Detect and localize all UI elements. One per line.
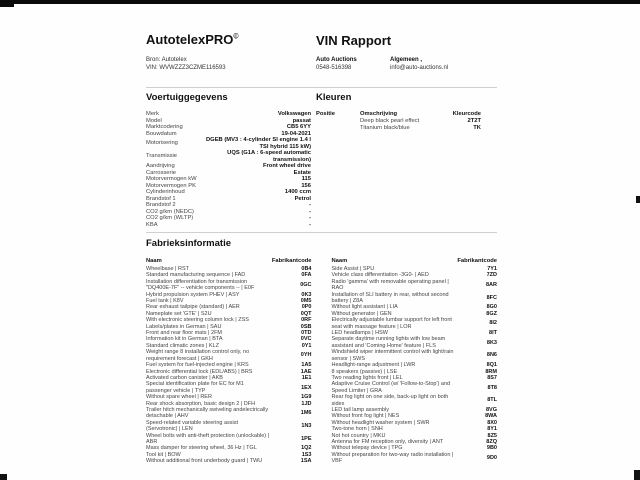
factory-option-code: 0Y1 bbox=[301, 342, 312, 349]
contact-block bbox=[390, 56, 448, 72]
factory-option-name: Weight range 8 installation control only, no requirement forecast | GKH bbox=[146, 349, 250, 362]
scan-artifact-bottom-left bbox=[0, 474, 7, 480]
company-phone: 0548-516398 bbox=[316, 65, 352, 71]
factory-option-name: Without preparation for two-way radio installation | VBF bbox=[331, 451, 454, 465]
factory-option-name: Side Assist | SPU bbox=[331, 266, 375, 272]
scan-artifact-top bbox=[0, 0, 640, 4]
factory-section bbox=[146, 238, 497, 465]
factory-option-name: Tool kit | BOW bbox=[146, 451, 181, 458]
contact-email: info@auto-auctions.nl bbox=[390, 65, 449, 71]
factory-option-code: 8TL bbox=[487, 397, 497, 404]
spec-value: 115 bbox=[301, 176, 311, 182]
spec-value: - bbox=[309, 202, 311, 208]
spec-value: Petrol bbox=[294, 195, 311, 202]
spec-value: CB5 6YY bbox=[286, 124, 311, 130]
factory-row bbox=[146, 407, 312, 420]
factory-row bbox=[332, 381, 498, 394]
section-divider bbox=[146, 232, 497, 233]
factory-option-code: 0SB bbox=[300, 323, 312, 330]
spec-label: Model bbox=[146, 117, 162, 124]
factory-option-code: 8G0 bbox=[486, 304, 497, 311]
colors-table-header bbox=[316, 111, 481, 118]
scan-artifact-right bbox=[636, 196, 640, 203]
spec-label: CO2 g/km (WLTP) bbox=[146, 215, 194, 221]
company-name: Auto Auctions bbox=[316, 57, 357, 63]
factory-option-code: 0P0 bbox=[301, 304, 312, 311]
factory-row bbox=[332, 317, 498, 330]
factory-option-code: 8T8 bbox=[487, 384, 497, 391]
factory-option-name: Without headlight washer system | SWR bbox=[331, 419, 430, 426]
factory-row bbox=[146, 420, 312, 433]
factory-column-left bbox=[146, 258, 312, 465]
header-divider bbox=[146, 87, 497, 88]
factory-option-code: 1PE bbox=[301, 435, 312, 442]
contact-label: Algemeen , bbox=[390, 57, 423, 63]
spec-label: Brandstof 1 bbox=[146, 195, 176, 202]
factory-option-name: With electronic steering column lock | ZSS bbox=[146, 317, 249, 324]
factory-option-code: 0RF bbox=[301, 317, 312, 324]
vehicle-section bbox=[146, 92, 311, 228]
factory-option-name: Without generator | GEN bbox=[331, 310, 392, 317]
spec-value: - bbox=[309, 208, 311, 215]
spec-label: Transmissie bbox=[146, 153, 178, 160]
scan-artifact-bottom-right bbox=[634, 470, 640, 480]
factory-option-name: Electrically adjustable lumbar support for left front seat with massage feature | LOR bbox=[331, 317, 452, 330]
factory-option-code: 0B4 bbox=[301, 266, 312, 272]
factory-option-code: 1JD bbox=[301, 400, 312, 407]
factory-option-code: 8Z5 bbox=[487, 432, 497, 439]
factory-option-code: 0YH bbox=[300, 352, 312, 359]
factory-option-name: Two reading lights front | LEL bbox=[331, 374, 403, 381]
spec-value: 19-04-2021 bbox=[281, 130, 311, 137]
factory-option-name: Without light assistant | LIA bbox=[331, 304, 398, 311]
report-title: VIN Rapport bbox=[316, 33, 392, 48]
vehicle-section-title: Voertuiggegevens bbox=[146, 92, 228, 103]
factory-option-name: Trailer hitch mechanically swiveling andelectrically detachable | AHV bbox=[146, 406, 269, 420]
factory-option-name: Two-tone horn | SNH bbox=[331, 426, 383, 433]
spec-value: passat bbox=[292, 117, 311, 124]
vehicle-spec-row bbox=[146, 150, 311, 163]
app-title-text: AutotelexPRO bbox=[146, 32, 234, 47]
factory-right-rows bbox=[332, 266, 498, 465]
factory-option-code: 8GZ bbox=[486, 310, 497, 317]
factory-option-name: Nameplate set 'GTE' | S2U bbox=[146, 310, 212, 317]
factory-option-name: LED headlamps | HSW bbox=[331, 330, 388, 337]
factory-option-code: 8Y1 bbox=[487, 426, 497, 433]
colors-section-title: Kleuren bbox=[316, 92, 352, 103]
factory-option-code: 1A5 bbox=[301, 362, 312, 369]
factory-option-name: Vehicle class differentiation -3G0- | AED bbox=[331, 272, 429, 279]
factory-option-code: 0VC bbox=[300, 336, 312, 343]
factory-option-code: 1SA bbox=[300, 458, 312, 465]
factory-option-name: Without front fog light | NES bbox=[331, 413, 400, 420]
factory-option-code: 1E1 bbox=[301, 374, 312, 381]
factory-right-header bbox=[332, 258, 498, 265]
factory-option-name: Without additional front underbody guard | TWU bbox=[146, 458, 263, 465]
factory-option-code: 1S3 bbox=[301, 451, 312, 458]
column-header-description: Omschrijving bbox=[360, 111, 398, 117]
factory-option-code: 0M5 bbox=[300, 298, 312, 305]
factory-option-name: 8 speakers (passive) | LSE bbox=[331, 368, 398, 375]
factory-row bbox=[332, 336, 498, 349]
factory-row bbox=[332, 279, 498, 292]
factory-option-code: 8WA bbox=[485, 413, 497, 420]
spec-value: - bbox=[309, 221, 311, 228]
source-block bbox=[146, 56, 226, 72]
factory-option-name: Electronic differential lock (EDL/ABS) | BRS bbox=[146, 368, 253, 375]
factory-option-code: 8I2 bbox=[489, 320, 497, 327]
spec-label: Merk bbox=[146, 111, 159, 117]
spec-value: UQS (G1A : 6-speed automatic transmission) bbox=[227, 150, 311, 163]
factory-left-rows bbox=[146, 266, 312, 465]
spec-label: KBA bbox=[146, 221, 158, 228]
factory-option-code: 8RM bbox=[485, 368, 497, 375]
factory-option-name: Labels/plates in German | SAU bbox=[146, 323, 222, 330]
factory-row bbox=[146, 458, 312, 464]
spec-value: - bbox=[309, 215, 311, 221]
factory-option-code: 1M6 bbox=[300, 410, 312, 417]
factory-option-code: 7ZD bbox=[486, 272, 497, 279]
factory-option-code: 8Q1 bbox=[486, 362, 497, 369]
factory-option-code: 1AE bbox=[300, 368, 312, 375]
factory-option-name: Separate daytime running lights with low beam assistant and 'Coming Home' feature | FLS bbox=[331, 336, 446, 349]
spec-value: Front wheel drive bbox=[263, 163, 311, 169]
column-header-colorcode: Kleurcode bbox=[452, 111, 481, 117]
factory-columns bbox=[146, 258, 497, 465]
vehicle-spec-row bbox=[146, 222, 311, 229]
factory-option-code: 9B0 bbox=[486, 445, 497, 452]
factory-option-name: Wheelbase | RST bbox=[146, 266, 190, 272]
factory-row bbox=[146, 381, 312, 394]
factory-option-name: Windshield wiper intermittent control with light/rain sensor | SWS bbox=[331, 349, 454, 362]
factory-left-header bbox=[146, 258, 312, 265]
factory-option-code: 8N6 bbox=[486, 352, 497, 359]
factory-option-name: Information kit in German | BTA bbox=[146, 336, 223, 343]
spec-value: 1400 ccm bbox=[284, 189, 311, 195]
factory-option-name: Without spare wheel | RER bbox=[146, 394, 212, 401]
factory-row bbox=[332, 292, 498, 305]
factory-option-name: Hybrid propulsion system PHEV | ASY bbox=[146, 291, 240, 298]
factory-option-code: 8K3 bbox=[486, 339, 497, 346]
factory-option-name: Special identification plate for EC for M1 passenger vehicle | TYP bbox=[146, 381, 244, 394]
company-block bbox=[316, 56, 357, 72]
app-title bbox=[146, 32, 239, 47]
spec-value: 156 bbox=[301, 182, 311, 189]
spec-label: Cylinderinhoud bbox=[146, 189, 185, 195]
factory-option-code: 8FC bbox=[486, 294, 497, 301]
column-header-code: Fabrikantcode bbox=[457, 258, 497, 264]
spec-value: Volkswagen bbox=[277, 111, 311, 117]
factory-option-code: 1EX bbox=[301, 384, 312, 391]
factory-option-code: 8VG bbox=[485, 406, 497, 413]
factory-option-name: Speed-related variable steering assist (Servotronic) | LEN bbox=[146, 419, 239, 433]
factory-option-name: Not hot country | MKU bbox=[331, 432, 386, 439]
color-description: Titanium black/blue bbox=[360, 125, 410, 131]
factory-option-code: 7Y1 bbox=[487, 266, 497, 272]
colors-table bbox=[316, 111, 481, 132]
spec-label: Marktcodering bbox=[146, 124, 183, 130]
factory-option-code: 9D0 bbox=[486, 454, 497, 461]
factory-option-code: 8ZQ bbox=[486, 438, 497, 445]
copyright-mark: © bbox=[233, 33, 239, 41]
factory-option-code: 0FA bbox=[301, 272, 312, 279]
factory-option-code: 1Q2 bbox=[301, 445, 312, 452]
factory-option-name: Standard manufacturing sequence | FAD bbox=[146, 272, 246, 279]
column-header-name: Naam bbox=[146, 258, 162, 264]
spec-label: Brandstof 2 bbox=[146, 202, 176, 208]
spec-label: Aandrijving bbox=[146, 163, 175, 169]
color-position bbox=[316, 125, 360, 132]
factory-option-name: Fuel system for fuel-injected engine | KRS bbox=[146, 362, 249, 369]
colors-section bbox=[316, 92, 481, 132]
factory-row bbox=[146, 279, 312, 292]
factory-section-title: Fabrieksinformatie bbox=[146, 238, 231, 249]
vehicle-spec-list bbox=[146, 111, 311, 228]
color-code: TK bbox=[473, 125, 481, 131]
factory-option-name: Mass damper for steering wheel, 36 Hz | TGL bbox=[146, 445, 257, 452]
source-label: Bron: Autotelex bbox=[146, 57, 187, 63]
factory-option-name: Without telepay device | TPG bbox=[331, 445, 403, 452]
factory-row bbox=[146, 433, 312, 446]
factory-option-code: 8IT bbox=[489, 330, 497, 337]
factory-option-name: Fuel tank | K8V bbox=[146, 298, 184, 305]
factory-option-name: Standard climatic zones | KLZ bbox=[146, 342, 219, 349]
spec-label: Carrosserie bbox=[146, 169, 176, 176]
factory-option-name: Rear exhaust tailpipe (standard) | AER bbox=[146, 304, 240, 311]
factory-option-code: 8S7 bbox=[487, 374, 497, 381]
column-header-code: Fabrikantcode bbox=[271, 258, 312, 264]
factory-row bbox=[332, 452, 498, 465]
column-header-position: Positie bbox=[316, 111, 336, 117]
vin-value: VIN: WVWZZZ3CZME116593 bbox=[146, 65, 226, 71]
color-row bbox=[316, 118, 481, 125]
color-code: 2T2T bbox=[467, 118, 481, 124]
factory-option-code: 0K3 bbox=[301, 291, 312, 298]
vehicle-spec-row bbox=[146, 137, 311, 150]
factory-option-code: 0TD bbox=[301, 330, 312, 337]
factory-option-name: LED tail lamp assembly bbox=[331, 406, 389, 413]
factory-option-name: Rear fog light on one side, back-up light on both sides bbox=[331, 394, 449, 407]
factory-option-name: Rear shock absorption, basic design 2 | DFH bbox=[146, 400, 256, 407]
color-position bbox=[316, 118, 360, 125]
spec-label: Motorvermogen PK bbox=[146, 182, 196, 189]
factory-option-name: Installation of SLI battery in rear, without second battery | Z8A bbox=[331, 291, 449, 305]
spec-value: DGEB (MV3 : 4-cylinder SI engine 1.4 l TSI hybrid 115 kW) bbox=[206, 137, 312, 150]
scan-artifact-top-left bbox=[0, 0, 14, 7]
factory-option-name: Front and rear floor mats | 2FM bbox=[146, 330, 223, 337]
color-row bbox=[316, 125, 481, 132]
factory-row bbox=[332, 394, 498, 407]
factory-option-code: 1G9 bbox=[301, 394, 312, 401]
spec-value: Estate bbox=[293, 169, 311, 176]
color-description: Deep black pearl effect bbox=[360, 118, 420, 124]
spec-label: CO2 g/km (NEDC) bbox=[146, 208, 194, 215]
factory-option-name: Adaptive Cruise Control (w/ 'Follow-to-Stop') and Speed Limiter | GRA bbox=[331, 381, 451, 394]
colors-table-rows bbox=[316, 118, 481, 132]
spec-label: Motorisering bbox=[146, 140, 178, 147]
factory-option-code: 8AR bbox=[485, 282, 497, 289]
factory-option-code: 8X0 bbox=[487, 419, 497, 426]
column-header-name: Naam bbox=[331, 258, 348, 264]
factory-option-name: Antenna for FM reception only, diversity | ANT bbox=[331, 438, 444, 445]
factory-option-name: Activated carbon canister | AKB bbox=[146, 374, 223, 381]
factory-row bbox=[146, 349, 312, 362]
factory-option-name: Radio 'gamma' with removable operating panel | RAO bbox=[331, 278, 449, 292]
factory-option-name: Wheel bolts with anti-theft protection (unlockable) | ABR bbox=[146, 432, 270, 445]
factory-row bbox=[332, 349, 498, 362]
factory-option-code: 1N3 bbox=[301, 422, 312, 429]
factory-option-name: Installation differentiation for transmission "DQ400E-7F" -- vehicle components -- | E0F bbox=[146, 278, 255, 292]
factory-option-code: 0QT bbox=[300, 310, 312, 317]
factory-column-right bbox=[332, 258, 498, 465]
spec-label: Bouwdatum bbox=[146, 130, 177, 137]
factory-option-code: 0GC bbox=[300, 282, 312, 289]
factory-option-name: Headlight-range adjustment | LWR bbox=[331, 362, 416, 369]
spec-label: Motorvermogen kW bbox=[146, 176, 197, 182]
